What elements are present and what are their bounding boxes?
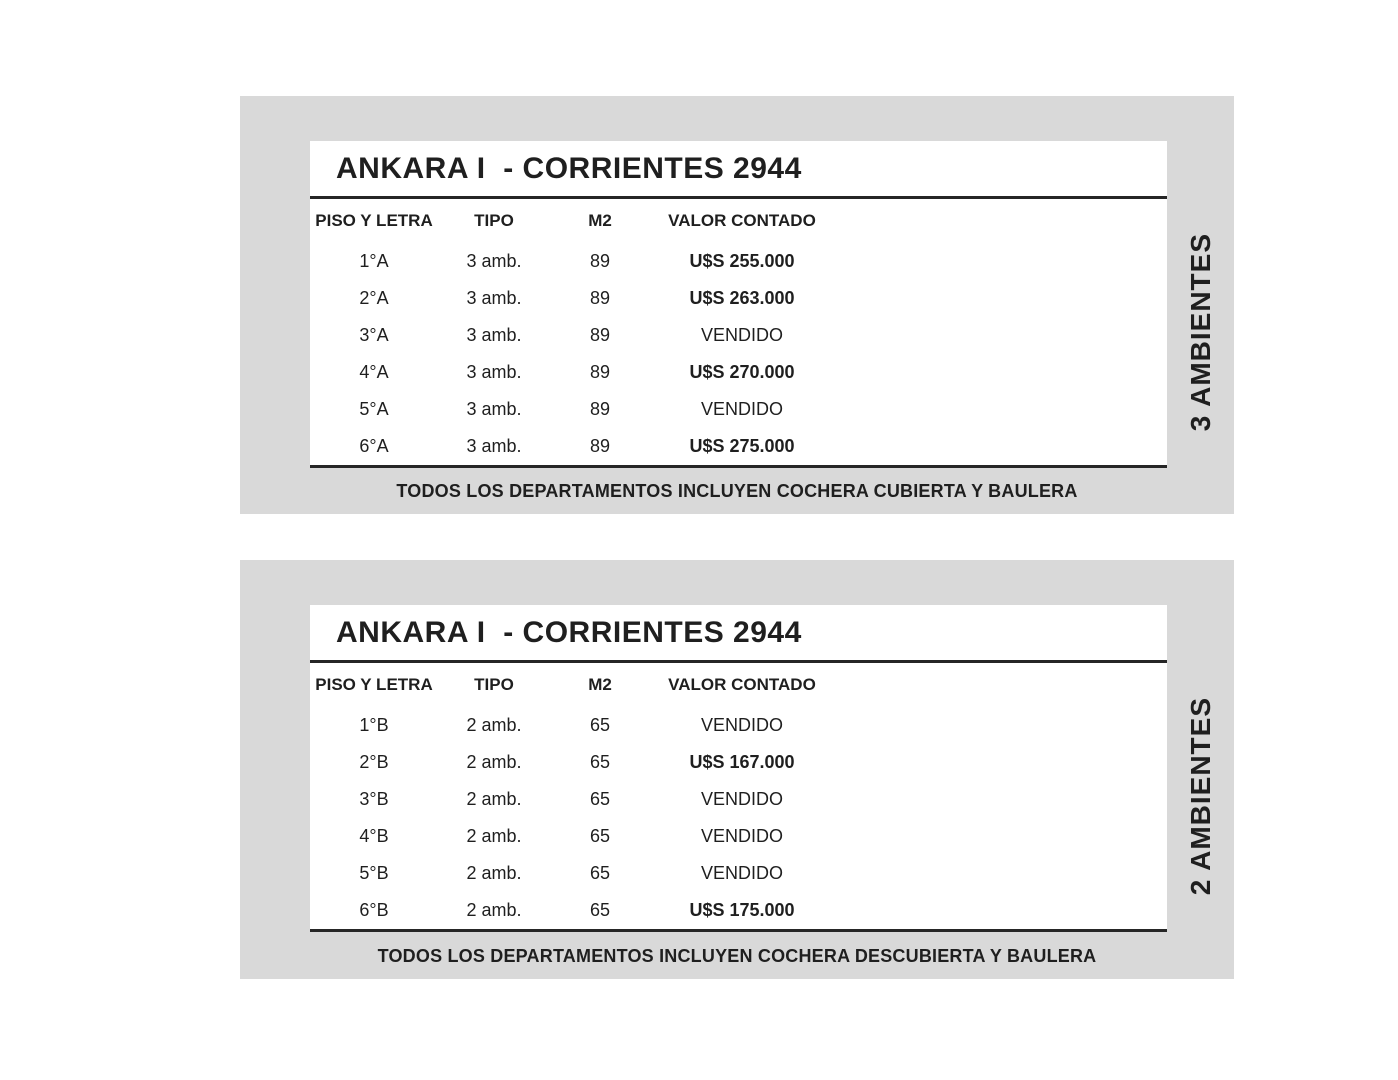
price-table-card xyxy=(310,141,1167,468)
table-row xyxy=(310,855,1167,892)
side-label-3-ambientes: 3 AMBIENTES xyxy=(1184,232,1216,432)
cell-m2: 65 xyxy=(589,826,611,846)
cell-piso: 6°B xyxy=(359,900,389,920)
table-row xyxy=(310,354,1167,391)
column-header-valor-contado: VALOR CONTADO xyxy=(668,211,816,230)
cell-tipo: 2 amb. xyxy=(466,863,522,883)
column-header-m2: M2 xyxy=(588,675,612,694)
side-label-strip xyxy=(1167,199,1234,465)
price-panel-3-ambientes xyxy=(240,96,1234,514)
footer-note: TODOS LOS DEPARTAMENTOS INCLUYEN COCHERA CUBIERTA Y BAULERA xyxy=(396,480,1078,501)
table-header-row xyxy=(310,199,1167,243)
column-header-piso-y-letra: PISO Y LETRA xyxy=(315,211,433,230)
table-row xyxy=(310,818,1167,855)
cell-m2: 65 xyxy=(589,900,611,920)
cell-valor: VENDIDO xyxy=(700,789,783,809)
cell-tipo: 3 amb. xyxy=(466,399,522,419)
cell-piso: 4°A xyxy=(359,362,389,382)
cell-m2: 89 xyxy=(589,325,611,345)
column-header-valor-contado: VALOR CONTADO xyxy=(668,675,816,694)
building-title: ANKARA I - CORRIENTES 2944 xyxy=(310,605,1167,663)
cell-tipo: 3 amb. xyxy=(466,251,522,271)
table-row xyxy=(310,280,1167,317)
price-panel-2-ambientes xyxy=(240,560,1234,979)
table-row xyxy=(310,391,1167,428)
cell-tipo: 3 amb. xyxy=(466,325,522,345)
cell-m2: 89 xyxy=(589,251,611,271)
table-row xyxy=(310,317,1167,354)
column-header-piso-y-letra: PISO Y LETRA xyxy=(315,675,433,694)
column-header-m2: M2 xyxy=(588,211,612,230)
cell-piso: 5°A xyxy=(359,399,389,419)
cell-tipo: 3 amb. xyxy=(466,436,522,456)
cell-valor: VENDIDO xyxy=(700,399,783,419)
cell-piso: 4°B xyxy=(359,826,389,846)
cell-m2: 89 xyxy=(589,288,611,308)
cell-tipo: 2 amb. xyxy=(466,826,522,846)
table-row xyxy=(310,744,1167,781)
cell-valor: U$S 263.000 xyxy=(689,288,795,308)
cell-tipo: 2 amb. xyxy=(466,752,522,772)
cell-tipo: 2 amb. xyxy=(466,715,522,735)
cell-m2: 89 xyxy=(589,362,611,382)
cell-piso: 2°B xyxy=(359,752,389,772)
table-row xyxy=(310,781,1167,818)
cell-piso: 5°B xyxy=(359,863,389,883)
cell-valor: VENDIDO xyxy=(700,325,783,345)
cell-piso: 1°B xyxy=(359,715,389,735)
cell-valor: U$S 167.000 xyxy=(689,752,795,772)
cell-valor: U$S 255.000 xyxy=(689,251,795,271)
cell-tipo: 2 amb. xyxy=(466,789,522,809)
cell-piso: 3°A xyxy=(359,325,389,345)
table-row xyxy=(310,243,1167,280)
table-row xyxy=(310,707,1167,744)
cell-tipo: 3 amb. xyxy=(466,362,522,382)
cell-piso: 2°A xyxy=(359,288,389,308)
cell-m2: 65 xyxy=(589,752,611,772)
cell-tipo: 2 amb. xyxy=(466,900,522,920)
cell-m2: 89 xyxy=(589,399,611,419)
footer-note: TODOS LOS DEPARTAMENTOS INCLUYEN COCHERA DESCUBIERTA Y BAULERA xyxy=(377,945,1097,966)
table-row xyxy=(310,892,1167,929)
cell-piso: 3°B xyxy=(359,789,389,809)
cell-valor: U$S 175.000 xyxy=(689,900,795,920)
cell-valor: U$S 270.000 xyxy=(689,362,795,382)
cell-m2: 65 xyxy=(589,789,611,809)
cell-piso: 6°A xyxy=(359,436,389,456)
cell-m2: 65 xyxy=(589,863,611,883)
cell-valor: VENDIDO xyxy=(700,715,783,735)
cell-valor: VENDIDO xyxy=(700,826,783,846)
price-table-card xyxy=(310,605,1167,932)
cell-m2: 65 xyxy=(589,715,611,735)
side-label-2-ambientes: 2 AMBIENTES xyxy=(1184,696,1216,896)
cell-valor: VENDIDO xyxy=(700,863,783,883)
cell-valor: U$S 275.000 xyxy=(689,436,795,456)
cell-piso: 1°A xyxy=(359,251,389,271)
cell-tipo: 3 amb. xyxy=(466,288,522,308)
column-header-tipo: TIPO xyxy=(474,211,514,230)
table-header-row xyxy=(310,663,1167,707)
side-label-strip xyxy=(1167,663,1234,929)
column-header-tipo: TIPO xyxy=(474,675,514,694)
cell-m2: 89 xyxy=(589,436,611,456)
table-row xyxy=(310,428,1167,465)
building-title: ANKARA I - CORRIENTES 2944 xyxy=(310,141,1167,199)
